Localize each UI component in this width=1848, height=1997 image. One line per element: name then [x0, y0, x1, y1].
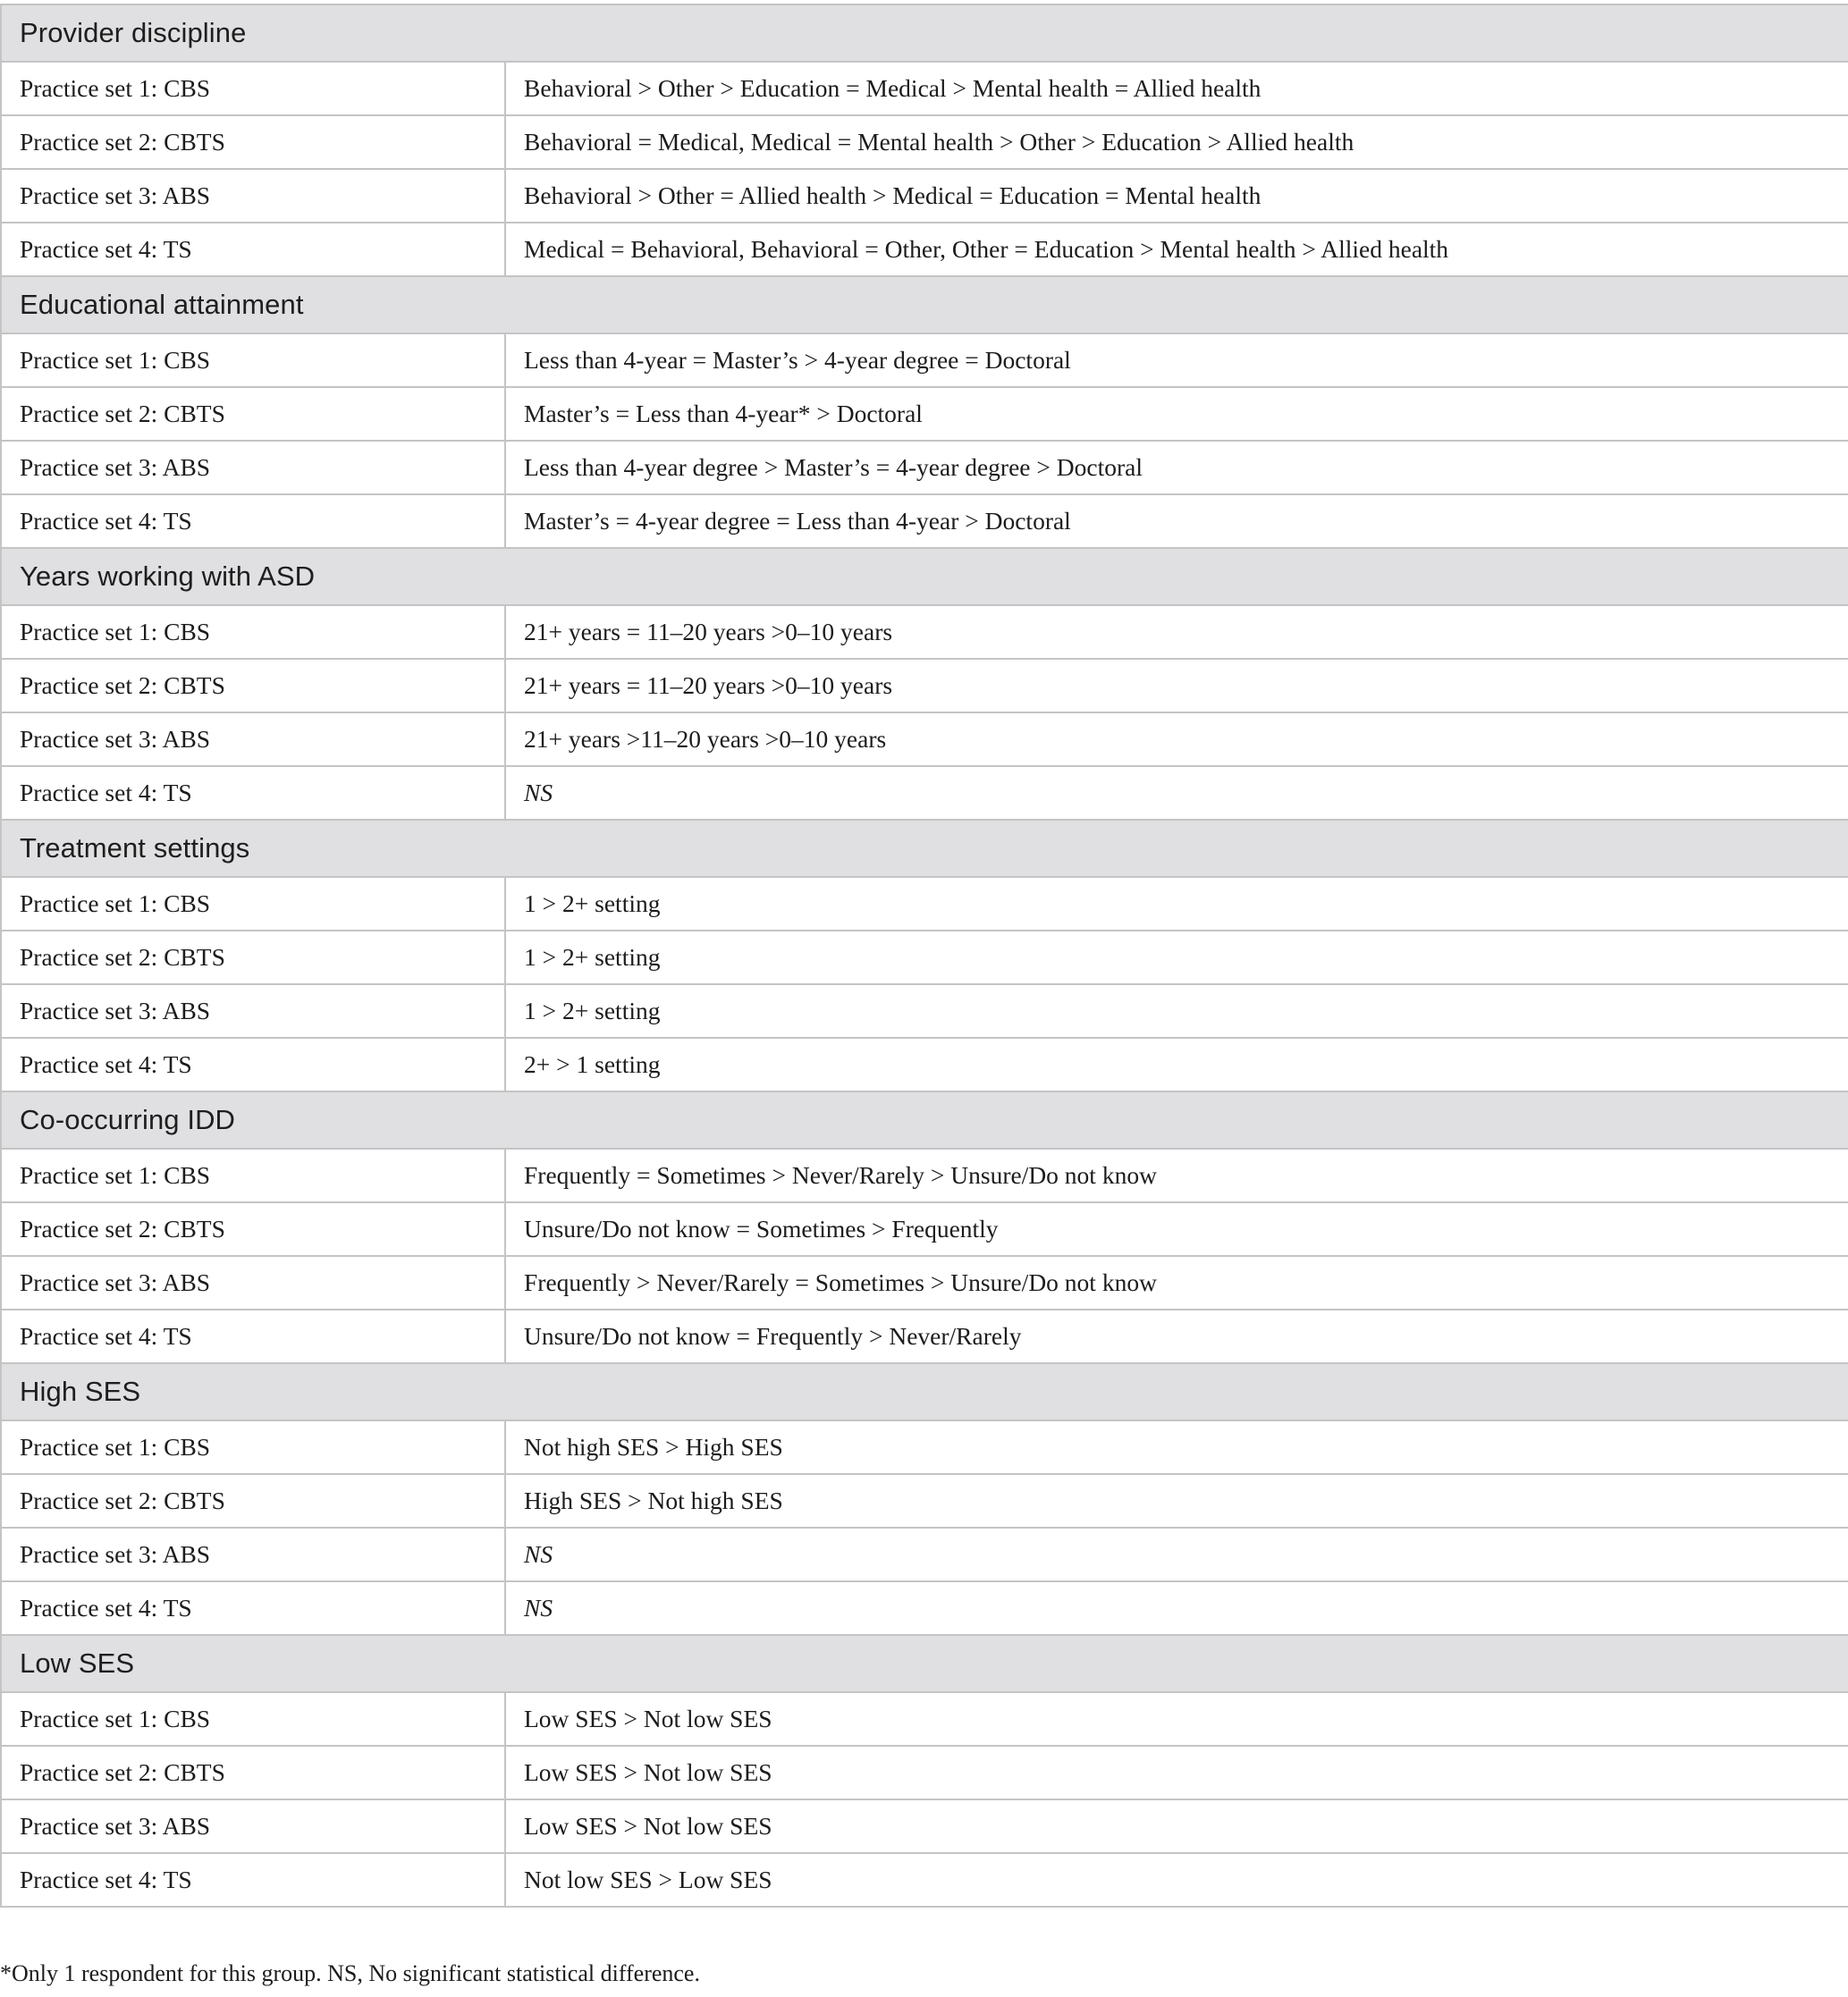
section-header-row	[1, 1363, 1848, 1420]
table-row	[1, 984, 1848, 1038]
practice-set-label: Practice set 2: CBTS	[1, 115, 505, 169]
section-title: Educational attainment	[1, 276, 1848, 333]
table-row	[1, 494, 1848, 548]
practice-set-label: Practice set 2: CBTS	[1, 1746, 505, 1799]
practice-set-label: Practice set 4: TS	[1, 223, 505, 276]
comparison-result: High SES > Not high SES	[505, 1474, 1848, 1528]
table-footnote: *Only 1 respondent for this group. NS, No significant statistical difference.	[0, 1960, 700, 1986]
table-row	[1, 659, 1848, 712]
section-title: Treatment settings	[1, 820, 1848, 877]
table-row	[1, 115, 1848, 169]
practice-set-label: Practice set 3: ABS	[1, 984, 505, 1038]
comparison-result: 1 > 2+ setting	[505, 931, 1848, 984]
section-title: Co-occurring IDD	[1, 1091, 1848, 1149]
table-row	[1, 877, 1848, 931]
practice-set-label: Practice set 4: TS	[1, 766, 505, 820]
comparison-result: 2+ > 1 setting	[505, 1038, 1848, 1091]
comparison-result: Less than 4-year degree > Master’s = 4-year degree > Doctoral	[505, 441, 1848, 494]
table-row	[1, 605, 1848, 659]
comparison-result: Frequently = Sometimes > Never/Rarely > Unsure/Do not know	[505, 1149, 1848, 1202]
table-row	[1, 169, 1848, 223]
comparison-result: 1 > 2+ setting	[505, 877, 1848, 931]
practice-set-label: Practice set 1: CBS	[1, 62, 505, 115]
table-row	[1, 931, 1848, 984]
practice-set-label: Practice set 3: ABS	[1, 441, 505, 494]
practice-set-label: Practice set 2: CBTS	[1, 1202, 505, 1256]
comparison-result: Low SES > Not low SES	[505, 1692, 1848, 1746]
practice-set-label: Practice set 4: TS	[1, 494, 505, 548]
comparison-result: Behavioral = Medical, Medical = Mental health > Other > Education > Allied health	[505, 115, 1848, 169]
section-header-row	[1, 276, 1848, 333]
practice-set-label: Practice set 2: CBTS	[1, 931, 505, 984]
table-row	[1, 1692, 1848, 1746]
comparison-result: NS	[505, 1528, 1848, 1581]
table-row	[1, 333, 1848, 387]
practice-set-label: Practice set 2: CBTS	[1, 659, 505, 712]
table-row	[1, 1038, 1848, 1091]
table-row	[1, 1474, 1848, 1528]
table-row	[1, 1420, 1848, 1474]
practice-set-label: Practice set 1: CBS	[1, 1149, 505, 1202]
practice-set-label: Practice set 1: CBS	[1, 605, 505, 659]
practice-set-label: Practice set 3: ABS	[1, 169, 505, 223]
comparison-result: Unsure/Do not know = Sometimes > Frequently	[505, 1202, 1848, 1256]
practice-set-label: Practice set 3: ABS	[1, 1528, 505, 1581]
comparison-result: 1 > 2+ setting	[505, 984, 1848, 1038]
comparison-result: Master’s = Less than 4-year* > Doctoral	[505, 387, 1848, 441]
comparison-result: Not low SES > Low SES	[505, 1853, 1848, 1907]
practice-set-label: Practice set 4: TS	[1, 1038, 505, 1091]
table-row	[1, 1853, 1848, 1907]
comparison-result: Unsure/Do not know = Frequently > Never/Rarely	[505, 1310, 1848, 1363]
practice-set-label: Practice set 1: CBS	[1, 1692, 505, 1746]
comparison-result: Behavioral > Other = Allied health > Medical = Education = Mental health	[505, 169, 1848, 223]
comparison-result: Medical = Behavioral, Behavioral = Other, Other = Education > Mental health > Allied health	[505, 223, 1848, 276]
practice-set-label: Practice set 4: TS	[1, 1853, 505, 1907]
section-title: Low SES	[1, 1635, 1848, 1692]
table-row	[1, 62, 1848, 115]
section-title: Years working with ASD	[1, 548, 1848, 605]
practice-set-label: Practice set 1: CBS	[1, 877, 505, 931]
comparison-result: NS	[505, 766, 1848, 820]
table-row	[1, 1149, 1848, 1202]
table-row	[1, 1202, 1848, 1256]
section-title: Provider discipline	[1, 4, 1848, 62]
comparison-result: Frequently > Never/Rarely = Sometimes > Unsure/Do not know	[505, 1256, 1848, 1310]
table-row	[1, 1528, 1848, 1581]
section-title: High SES	[1, 1363, 1848, 1420]
practice-set-label: Practice set 3: ABS	[1, 1256, 505, 1310]
comparison-result: 21+ years = 11–20 years >0–10 years	[505, 605, 1848, 659]
comparison-result: Low SES > Not low SES	[505, 1746, 1848, 1799]
section-header-row	[1, 1091, 1848, 1149]
comparison-result: 21+ years >11–20 years >0–10 years	[505, 712, 1848, 766]
practice-set-label: Practice set 2: CBTS	[1, 1474, 505, 1528]
table-row	[1, 1799, 1848, 1853]
practice-set-label: Practice set 4: TS	[1, 1310, 505, 1363]
table-row	[1, 766, 1848, 820]
section-header-row	[1, 820, 1848, 877]
comparison-result: Less than 4-year = Master’s > 4-year degree = Doctoral	[505, 333, 1848, 387]
practice-set-label: Practice set 4: TS	[1, 1581, 505, 1635]
table-row	[1, 1581, 1848, 1635]
table-row	[1, 1256, 1848, 1310]
practice-set-label: Practice set 3: ABS	[1, 712, 505, 766]
comparison-result: Behavioral > Other > Education = Medical > Mental health = Allied health	[505, 62, 1848, 115]
comparison-result: 21+ years = 11–20 years >0–10 years	[505, 659, 1848, 712]
section-header-row	[1, 548, 1848, 605]
practice-set-label: Practice set 3: ABS	[1, 1799, 505, 1853]
comparison-result: NS	[505, 1581, 1848, 1635]
results-table-body	[1, 4, 1848, 1907]
comparison-result: Low SES > Not low SES	[505, 1799, 1848, 1853]
comparison-result: Not high SES > High SES	[505, 1420, 1848, 1474]
practice-set-label: Practice set 2: CBTS	[1, 387, 505, 441]
table-row	[1, 712, 1848, 766]
table-row	[1, 387, 1848, 441]
section-header-row	[1, 4, 1848, 62]
practice-set-label: Practice set 1: CBS	[1, 1420, 505, 1474]
comparison-result: Master’s = 4-year degree = Less than 4-year > Doctoral	[505, 494, 1848, 548]
table-row	[1, 1310, 1848, 1363]
table-row	[1, 441, 1848, 494]
results-table	[0, 4, 1848, 1908]
table-row	[1, 1746, 1848, 1799]
table-row	[1, 223, 1848, 276]
practice-set-label: Practice set 1: CBS	[1, 333, 505, 387]
section-header-row	[1, 1635, 1848, 1692]
